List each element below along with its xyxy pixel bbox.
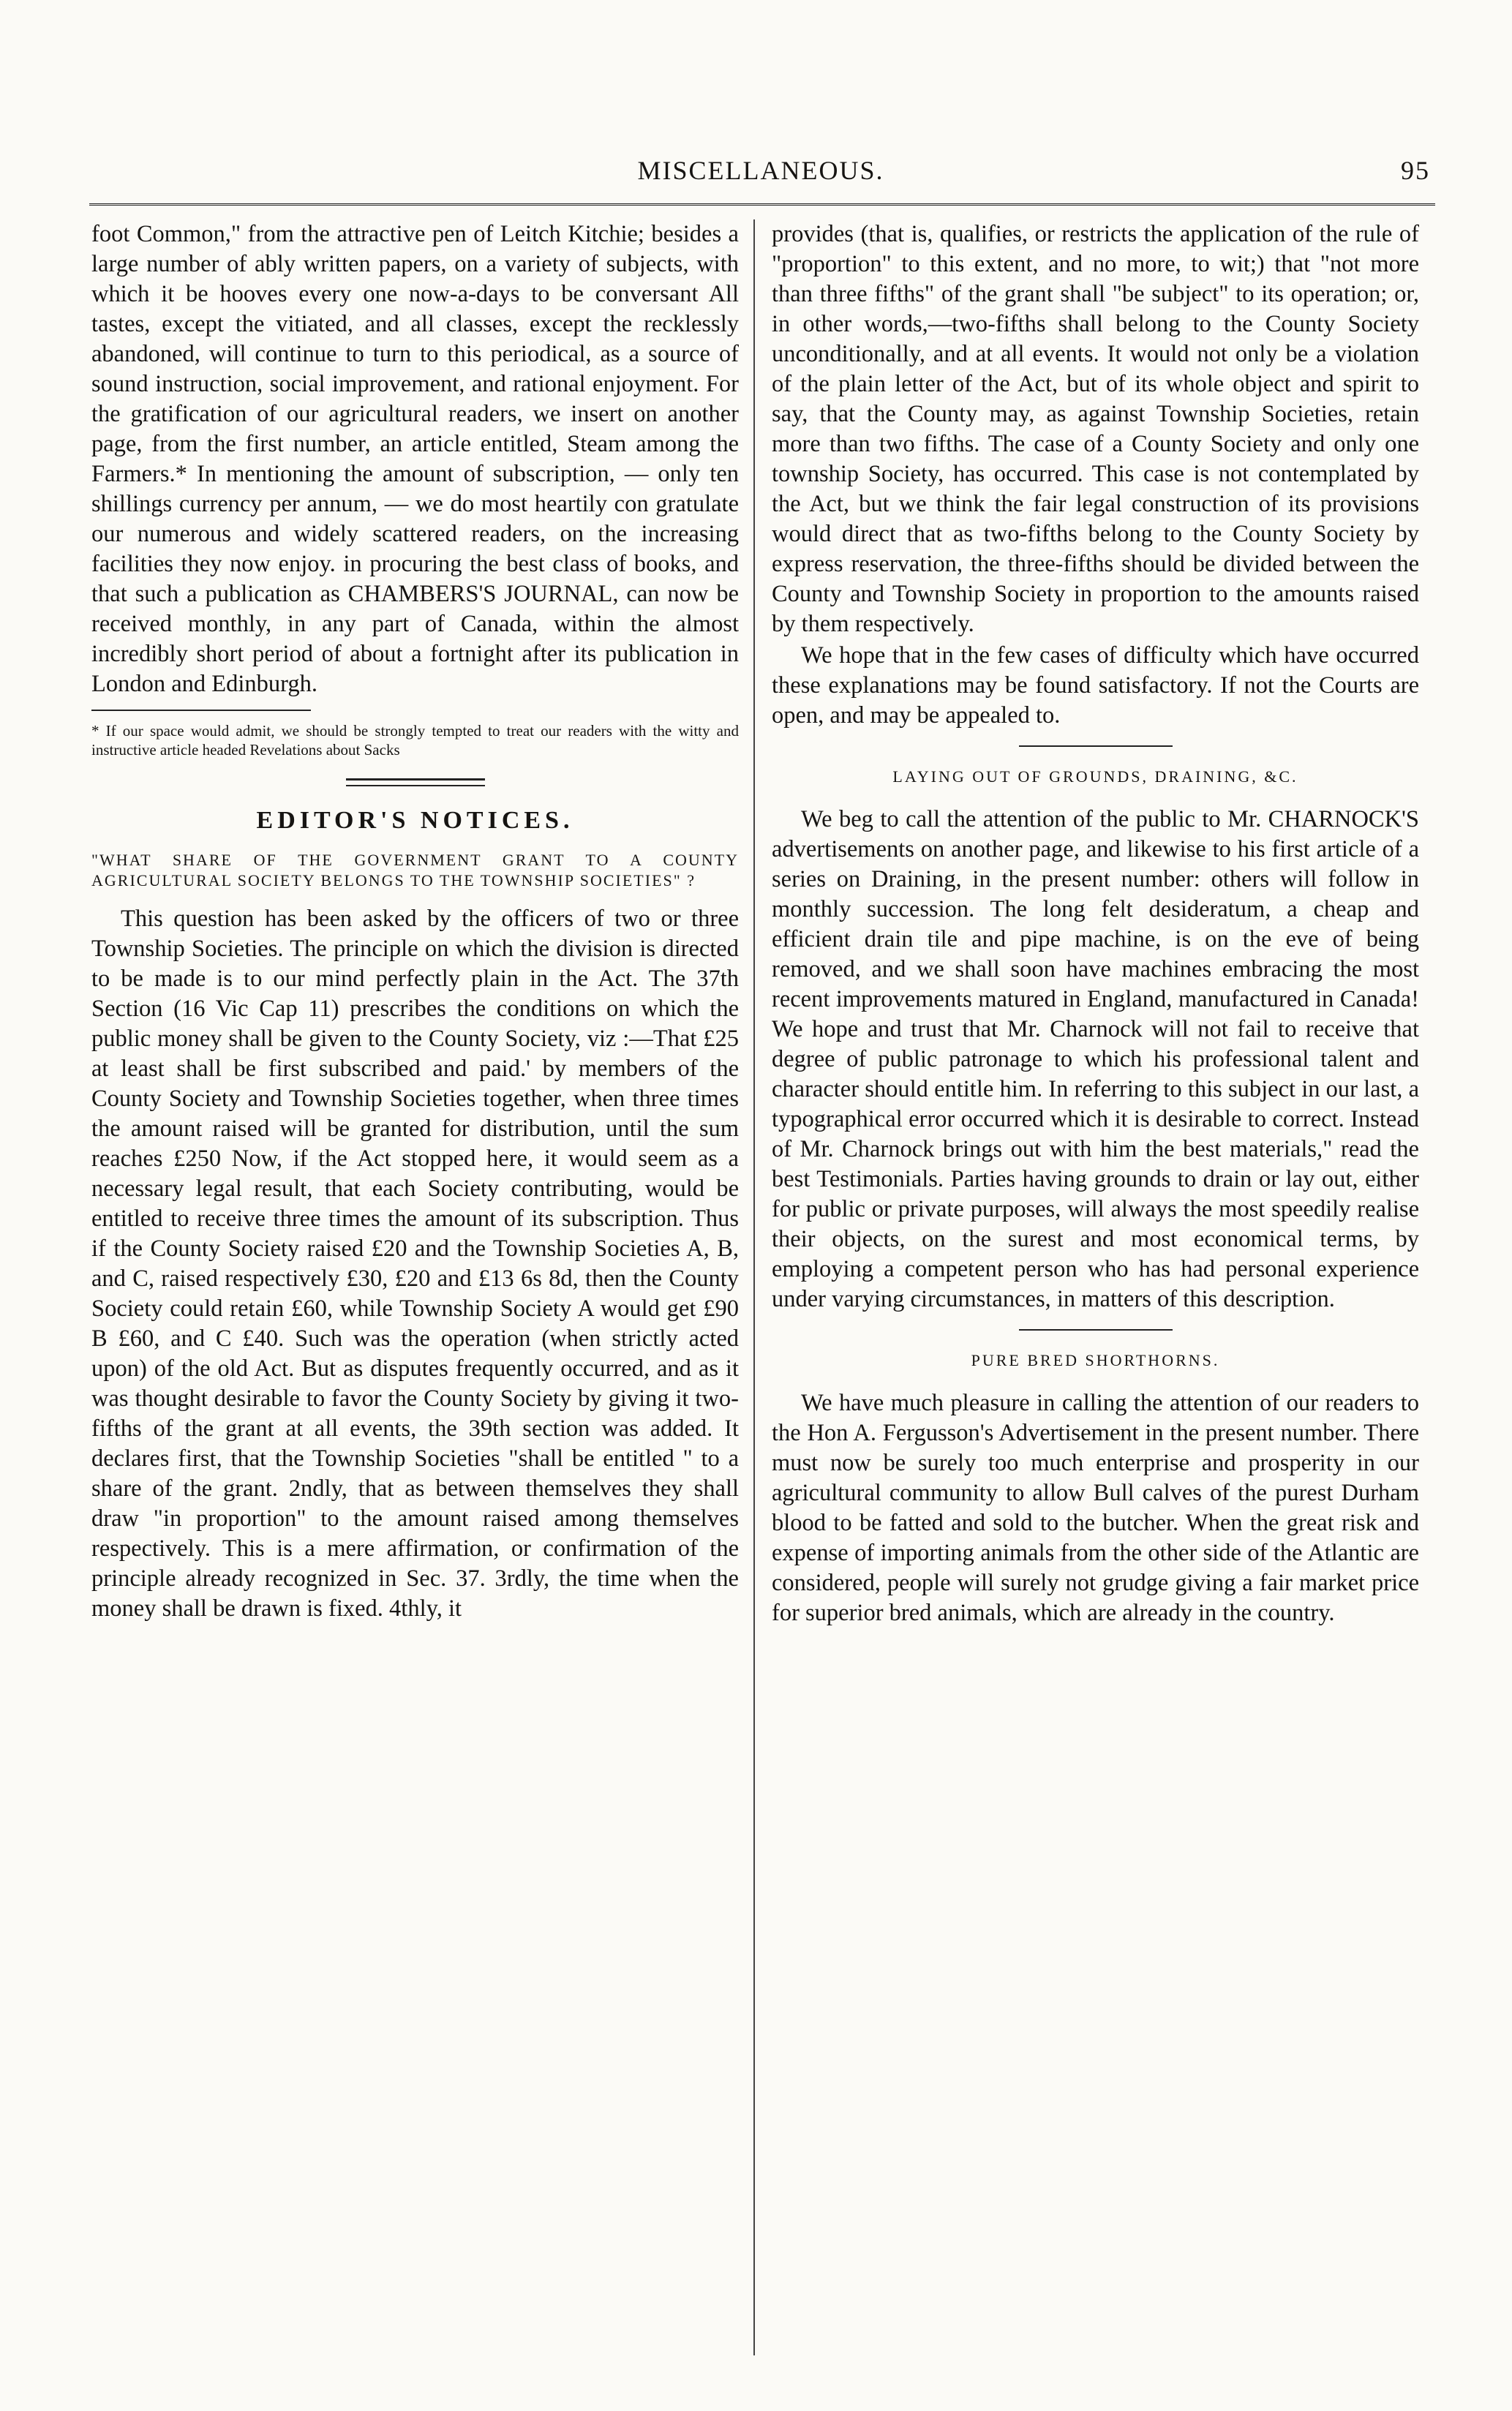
grounds-draining-heading: LAYING OUT OF GROUNDS, DRAINING, &C. bbox=[892, 767, 1298, 786]
left-paragraph-continued: foot Common," from the attractive pen of Leitch Kitchie; besides a large number of ably written papers, on a variety of subjects, with which it be hooves every one now-a-days to be conversant All tastes, except the vitiated, and all classes, except the recklessly abandoned, will continue to turn to this periodical, as a source of sound instruction, social improvement, and rational enjoyment. For the gratification of our agricultural readers, we insert on another page, from the first number, an article entitled, Steam among the Farmers.* In mentioning the amount of subscription, — only ten shillings currency per annum, — we do most heartily con gratulate our numerous and widely scattered readers, on the increasing facilities they now enjoy. in procuring the best class of books, and that such a publication as CHAMBERS'S JOURNAL, can now be received monthly, in any part of Canada, within the almost incredibly short period of about a fortnight after its publication in London and Edinburgh. bbox=[91, 221, 739, 697]
right-paragraph-closing: We hope that in the few cases of difficulty which have occurred these explanations may be found satisfactory. If not the Courts are open, and may be appealed to. bbox=[772, 642, 1419, 729]
page-number: 95 bbox=[1401, 156, 1430, 185]
right-paragraph-continued: provides (that is, qualifies, or restricts the application of the rule of "proportion" to this extent, and no more, to wit;) that "not more than three fifths" of the grant shall "be subject" to its operation; or, in other words,—two-fifths shall belong to the County Society unconditionally, and at all events. It would not only be a violation of the plain letter of the Act, but of its whole object and spirit to say, that the County may, as against Township Societies, retain more than two fifths. The case of a County Society and only one township Society, has occurred. This case is not contemplated by the Act, but we think the fair legal construction of its provisions would direct that as two-fifths belong to the County Society by express reservation, the three-fifths should be divided between the County and Township Society in proportion to the amounts raised by them respectively. bbox=[772, 221, 1419, 637]
section-rule bbox=[1019, 745, 1173, 747]
shorthorns-heading: PURE BRED SHORTHORNS. bbox=[971, 1351, 1220, 1369]
footnote: * If our space would admit, we should be strongly tempted to treat our readers with the witty and instructive article headed Revelations about Sacks bbox=[91, 722, 739, 759]
township-share-paragraph: This question has been asked by the officers of two or three Township Societies. The principle on which the division is directed to be made is to our mind perfectly plain in the Act. The 37th Section (16 Vic Cap 11) prescribes the conditions on which the public money shall be given to the County Society, viz :—That £25 at least shall be first subscribed and paid.' by members of the County Society and Township Societies together, when three times the amount raised will be granted for distribution, until the sum reaches £250 Now, if the Act stopped here, it would seem as a necessary legal result, that each Society contributing, would be entitled to receive three times the amount of its subscription. Thus if the County Society raised £20 and the Township Societies A, B, and C, raised respectively £30, £20 and £13 6s 8d, then the County Society could retain £60, while Township Society A would get £90 B £60, and C £40. Such was the operation (when strictly acted upon) of the old Act. But as disputes frequently occurred, and as it was thought desirable to favor the County Society by giving it two-fifths of the grant at all events, the 39th section was added. It declares first, that the Township Societies "shall be entitled " to a share of the grant. 2ndly, that as between themselves they shall draw "in proportion" to the amount raised among themselves respectively. This is a mere affirmation, or confirmation of the principle already recognized in Sec. 37. 3rdly, the time when the money shall be drawn is fixed. 4thly, it bbox=[91, 906, 739, 1622]
section-rule bbox=[1019, 1329, 1173, 1331]
running-head bbox=[91, 155, 1430, 190]
left-column bbox=[91, 219, 739, 2355]
shorthorns-body: We have much pleasure in calling the attention of our readers to the Hon A. Fergusson's Advertisement in the present number. There must now be surely too much enterprise and prosperity in our agricultural community to allow Bull calves of the purest Durham blood to be fatted and sold to the butcher. When the great risk and expense of importing animals from the other side of the Atlantic are considered, people will surely not grudge giving a fair market price for superior bred animals, which are already in the country. bbox=[772, 1390, 1419, 1626]
header-rule bbox=[89, 203, 1435, 208]
grounds-draining-body: We beg to call the attention of the public to Mr. CHARNOCK'S advertisements on another page, and likewise to his first article of a series on Draining, in the present number: others will follow in monthly succession. The long felt desideratum, a cheap and efficient drain tile and pipe machine, is on the eve of being removed, and we shall soon have machines embracing the most recent improvements matured in England, manufactured in Canada! We hope and trust that Mr. Charnock will not fail to receive that degree of public patronage to which his professional talent and character should entitle him. In referring to this subject in our last, a typographical error occurred which it is desirable to correct. Instead of Mr. Charnock brings out with him the best materials," read the best Testimonials. Parties having grounds to drain or lay out, either for public or private purposes, will always the most speedily realise their objects, on the surest and most economical terms, by employing a competent person who has had personal experience under varying circumstances, in matters of this description. bbox=[772, 806, 1419, 1312]
footnote-rule bbox=[91, 710, 311, 711]
running-head-title: MISCELLANEOUS. bbox=[637, 156, 884, 185]
section-divider bbox=[346, 778, 485, 786]
editors-notices-heading: EDITOR'S NOTICES. bbox=[256, 807, 574, 834]
right-column bbox=[772, 219, 1419, 2355]
column-divider bbox=[753, 219, 755, 2355]
notices-subheading: "WHAT SHARE OF THE GOVERNMENT GRANT TO A COUNTY AGRICULTURAL SOCIETY BELONGS TO THE TOWNSHIP SOCIETIES" ? bbox=[91, 851, 739, 889]
